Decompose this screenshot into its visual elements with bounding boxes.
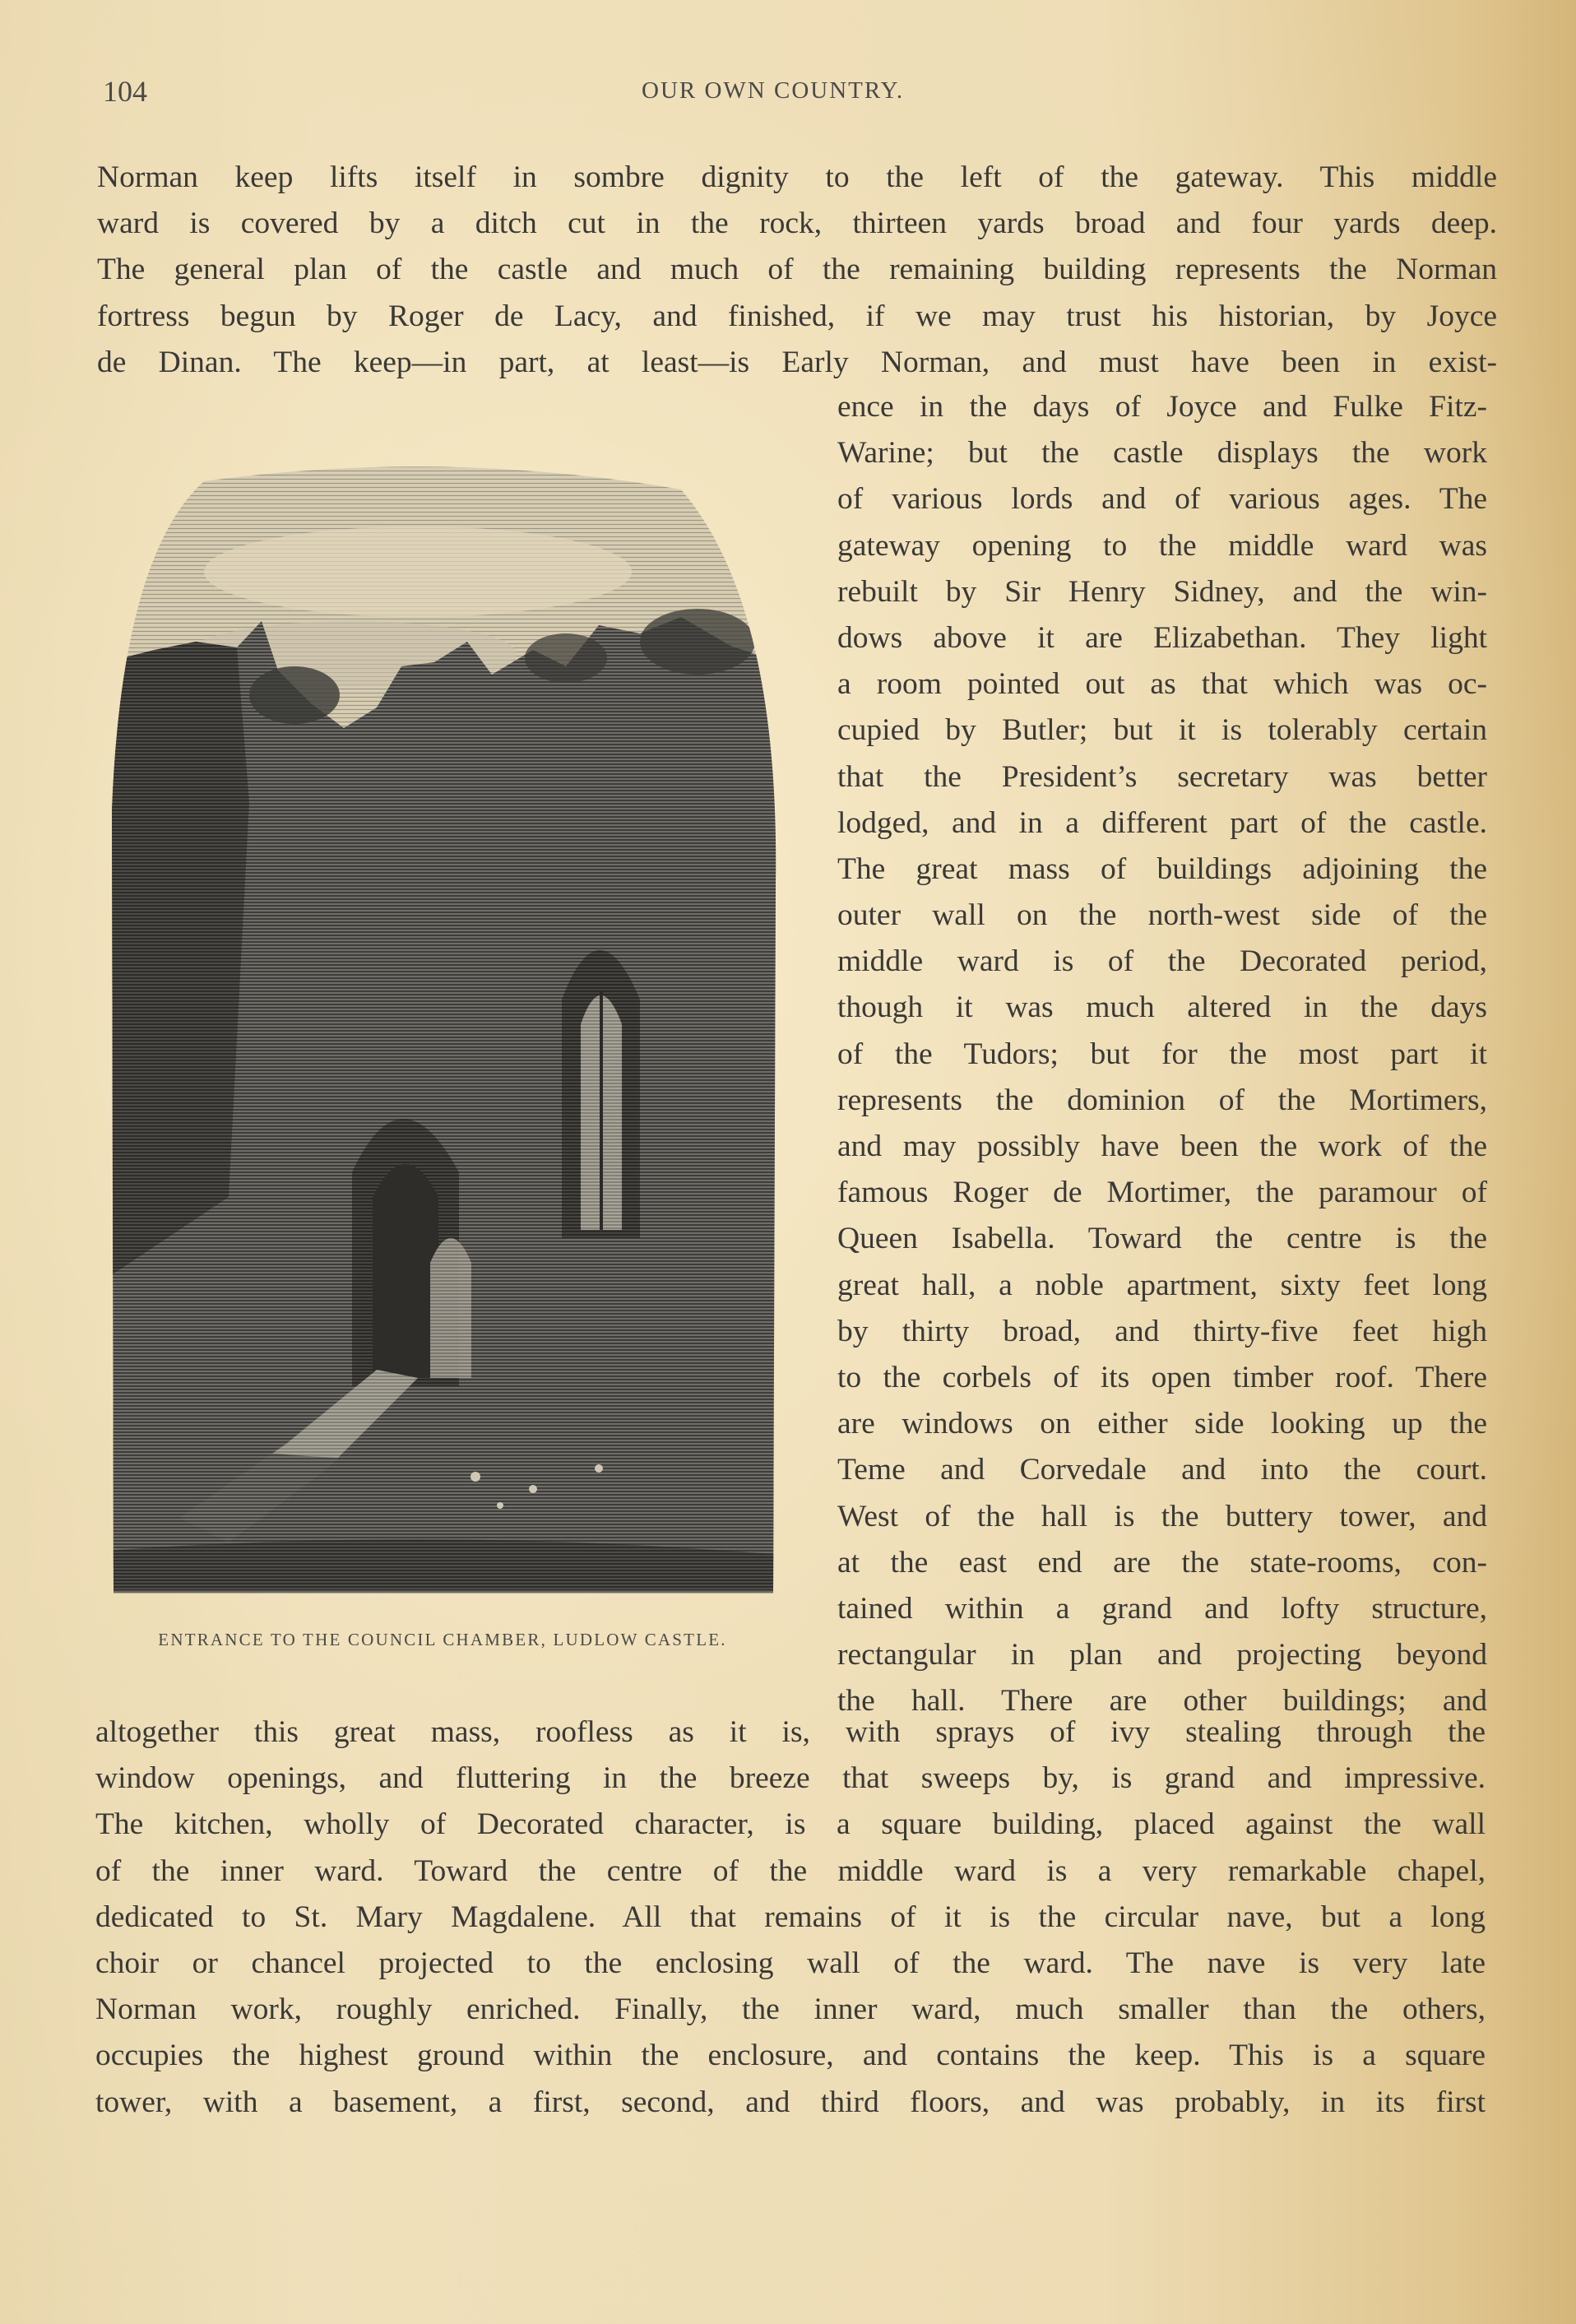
text-line: gateway opening to the middle ward was [837,528,1487,563]
text-line: at the east end are the state-rooms, con- [837,1545,1487,1579]
engraving-illustration [105,457,780,1608]
text-line: rebuilt by Sir Henry Sidney, and the win- [837,574,1487,609]
text-line: occupies the highest ground within the enclosure, and contains the keep. This is a square [95,2039,1486,2073]
text-line: tained within a grand and lofty structure, [837,1591,1487,1626]
text-line: the hall. There are other buildings; and [837,1684,1487,1719]
text-line: de Dinan. The keep—in part, at least—is Early Norman, and must have been in exist- [97,345,1497,379]
text-line: outer wall on the north-west side of the [837,898,1487,933]
paragraph-side [837,384,1487,1724]
paragraph-bottom [95,1709,1486,2126]
paragraph-top [97,155,1497,386]
text-line: fortress begun by Roger de Lacy, and finished, if we may trust his historian, by Joyce [97,299,1497,333]
text-line: window openings, and fluttering in the breeze that sweeps by, is grand and impressive. [95,1761,1486,1796]
text-line: tower, with a basement, a first, second, and third floors, and was probably, in its first [95,2085,1486,2119]
page-header [0,74,1576,107]
text-line: of the inner ward. Toward the centre of the middle ward is a very remarkable chapel, [95,1853,1486,1888]
text-line: Teme and Corvedale and into the court. [837,1453,1487,1487]
text-line: Queen Isabella. Toward the centre is the [837,1222,1487,1256]
text-line: Warine; but the castle displays the work [837,436,1487,471]
text-line: though it was much altered in the days [837,990,1487,1025]
text-line: to the corbels of its open timber roof. There [837,1360,1487,1394]
text-line: ward is covered by a ditch cut in the rock, thirteen yards broad and four yards deep. [97,206,1497,241]
text-line: The kitchen, wholly of Decorated character, is a square building, placed against the wall [95,1807,1486,1842]
text-line: West of the hall is the buttery tower, and [837,1499,1487,1533]
text-line: ence in the days of Joyce and Fulke Fitz- [837,390,1487,424]
text-line: great hall, a noble apartment, sixty feet long [837,1268,1487,1302]
text-line: by thirty broad, and thirty-five feet high [837,1314,1487,1348]
text-line: dedicated to St. Mary Magdalene. All that remains of it is the circular nave, but a long [95,1900,1486,1934]
text-line: represents the dominion of the Mortimers, [837,1083,1487,1117]
running-title: OUR OWN COUNTRY. [642,77,905,104]
text-line: Norman work, roughly enriched. Finally, the inner ward, much smaller than the others, [95,1992,1486,2027]
figure-caption: ENTRANCE TO THE COUNCIL CHAMBER, LUDLOW CASTLE. [158,1630,727,1649]
text-line: rectangular in plan and projecting beyond [837,1638,1487,1672]
text-line: famous Roger de Mortimer, the paramour of [837,1176,1487,1210]
text-line: The general plan of the castle and much of the remaining building represents the Norman [97,253,1497,287]
text-line: and may possibly have been the work of the [837,1130,1487,1163]
text-line: that the President’s secretary was better [837,759,1487,794]
text-line: choir or chancel projected to the enclosing wall of the ward. The nave is very late [95,1946,1486,1980]
text-line: of various lords and of various ages. The [837,482,1487,517]
text-line: altogether this great mass, roofless as it is, with sprays of ivy stealing through the [95,1715,1486,1749]
text-line: of the Tudors; but for the most part it [837,1037,1487,1071]
text-line: are windows on either side looking up the [837,1407,1487,1441]
text-line: Norman keep lifts itself in sombre dignity to the left of the gateway. This middle [97,160,1497,194]
text-line: lodged, and in a different part of the castle. [837,805,1487,840]
page-number: 104 [103,75,147,108]
text-line: dows above it are Elizabethan. They light [837,620,1487,655]
text-line: The great mass of buildings adjoining the [837,851,1487,886]
text-line: a room pointed out as that which was oc- [837,667,1487,702]
text-line: cupied by Butler; but it is tolerably certain [837,713,1487,748]
text-line: middle ward is of the Decorated period, [837,944,1487,979]
